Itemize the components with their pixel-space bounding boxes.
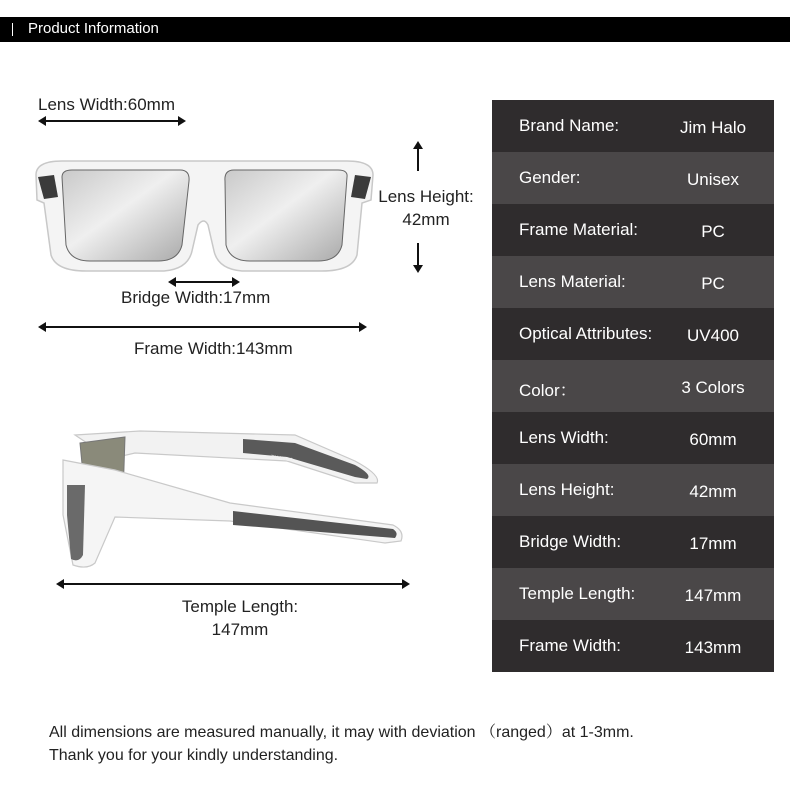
spec-row-temple-length (492, 568, 774, 620)
lens-width-label: Lens Width:60mm (38, 95, 175, 114)
spec-row-lens-height (492, 464, 774, 516)
lens-height-label (372, 185, 480, 231)
spec-value: PC (701, 222, 725, 241)
spec-row-color (492, 360, 774, 412)
spec-label: Lens Width: (519, 428, 609, 447)
spec-row-bridge-width (492, 516, 774, 568)
temple-length-label (160, 595, 320, 641)
spec-label: Bridge Width: (519, 532, 622, 551)
spec-label: Lens Height: (519, 480, 615, 499)
lens-height-label-line2: 42mm (402, 210, 450, 229)
spec-label: Gender: (519, 168, 581, 187)
spec-row-optical-attributes (492, 308, 774, 360)
lens-height-arrow-up (417, 143, 419, 171)
temple-length-label-line2: 147mm (211, 620, 269, 639)
frame-width-label: Frame Width:143mm (134, 339, 293, 358)
spec-value: 17mm (689, 534, 737, 553)
spec-label: Frame Width: (519, 636, 622, 655)
temple-logo: JIM HALO (269, 454, 294, 464)
spec-row-lens-material (492, 256, 774, 308)
bridge-width-label: Bridge Width:17mm (121, 288, 271, 307)
spec-label: Lens Material: (519, 272, 626, 291)
disclaimer-text: All dimensions are measured manually, it may with deviation （ranged）at 1-3mm. (49, 724, 634, 741)
bridge-width-arrow (170, 281, 238, 283)
frame-width-arrow (40, 326, 365, 328)
spec-row-frame-width (492, 620, 774, 672)
spec-value: 42mm (689, 482, 737, 501)
spec-value: 143mm (684, 638, 742, 657)
spec-value: Jim Halo (679, 118, 747, 137)
spec-row-brand (492, 100, 774, 152)
spec-value: 60mm (689, 430, 737, 449)
spec-label: Optical Attributes: (519, 324, 653, 343)
sunglasses-side-image (55, 425, 405, 575)
spec-value: 3 Colors (681, 378, 745, 397)
header-bar (0, 17, 790, 42)
thanks-text: Thank you for your kindly understanding. (49, 747, 339, 764)
spec-row-gender (492, 152, 774, 204)
lens-height-label-line1: Lens Height: (378, 187, 474, 206)
spec-label: Brand Name: (519, 116, 620, 135)
spec-label: Frame Material: (519, 220, 639, 239)
page-title: Product Information (28, 20, 159, 37)
header-marker (12, 23, 13, 36)
spec-row-lens-width (492, 412, 774, 464)
spec-value: UV400 (687, 326, 739, 345)
spec-value: PC (701, 274, 725, 293)
spec-label: Temple Length: (519, 584, 636, 603)
lens-height-arrow-down (417, 243, 419, 271)
spec-value: 147mm (684, 586, 742, 605)
spec-value: Unisex (687, 170, 739, 189)
sunglasses-front-image (32, 155, 377, 275)
temple-length-arrow (58, 583, 408, 585)
spec-table (492, 100, 774, 672)
spec-row-frame-material (492, 204, 774, 256)
temple-length-label-line1: Temple Length: (181, 597, 299, 616)
lens-width-arrow (40, 120, 184, 122)
spec-label: Color： (519, 381, 577, 400)
